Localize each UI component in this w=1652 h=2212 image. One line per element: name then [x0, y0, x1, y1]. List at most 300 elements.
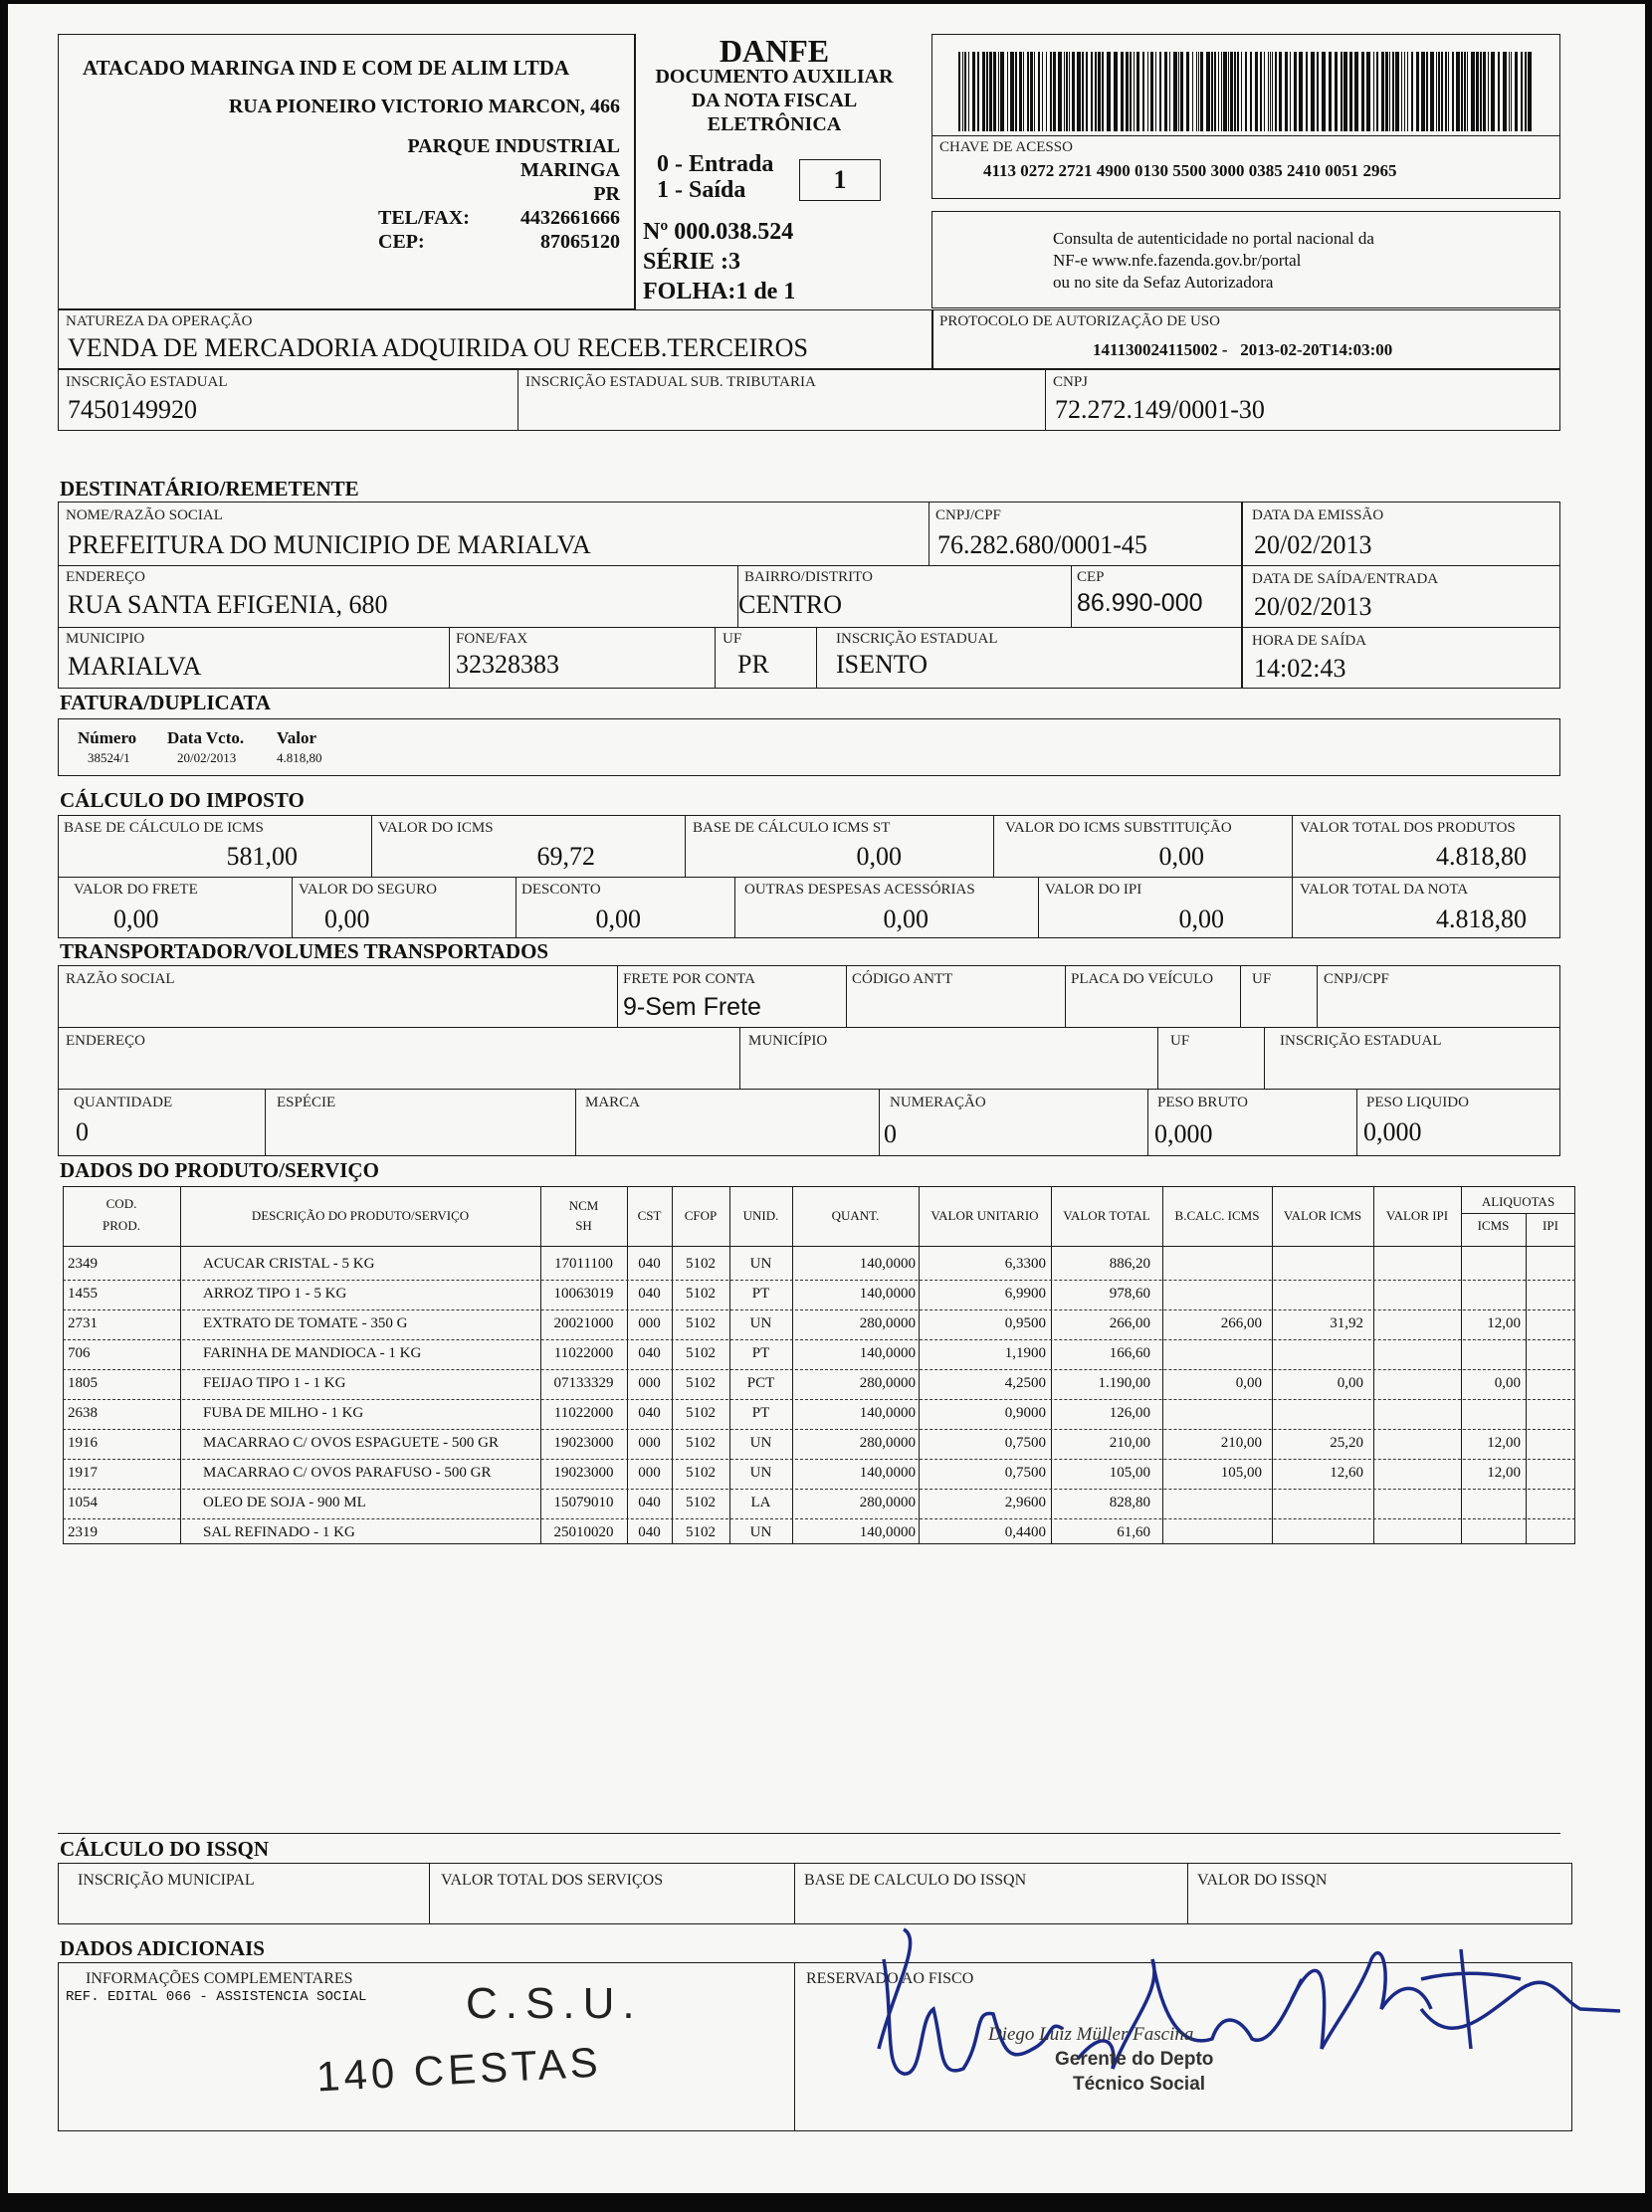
cell-quant: 140,0000 [859, 1286, 916, 1302]
row-divider [63, 1339, 1575, 1340]
barcode-bar [1027, 52, 1029, 131]
carrier-city-label: MUNICÍPIO [748, 1033, 828, 1049]
th-aliq: ALIQUOTAS [1481, 1194, 1555, 1209]
barcode-bar [1491, 52, 1495, 131]
cell-vicms: 25,20 [1330, 1435, 1363, 1451]
cnpj-value: 72.272.149/0001-30 [1055, 395, 1265, 424]
desconto-value: 0,00 [595, 905, 641, 933]
barcode-bar [972, 52, 975, 131]
cell-vtotal: 1.190,00 [1098, 1375, 1150, 1391]
cell-cfop: 5102 [686, 1435, 716, 1451]
consulta-line-2: NF-e www.nfe.fazenda.gov.br/portal [1053, 251, 1302, 270]
tax-section-title: CÁLCULO DO IMPOSTO [60, 788, 305, 812]
row-divider [63, 1459, 1575, 1460]
cell-cst: 000 [638, 1435, 661, 1451]
placa-label: PLACA DO VEÍCULO [1071, 971, 1214, 987]
barcode-bar [1279, 52, 1282, 131]
barcode-bar [1343, 52, 1347, 131]
barcode-bar [1335, 52, 1338, 131]
barcode-bar [1483, 52, 1486, 131]
cell-unid: PT [751, 1345, 770, 1361]
barcode-bar [1389, 52, 1390, 131]
cell-unid: PT [751, 1286, 770, 1302]
natureza-label: NATUREZA DA OPERAÇÃO [66, 313, 253, 329]
barcode-bar [1034, 52, 1035, 131]
ie-st-label: INSCRIÇÃO ESTADUAL SUB. TRIBUTARIA [525, 374, 816, 390]
recipient-name: PREFEITURA DO MUNICIPIO DE MARIALVA [68, 530, 591, 559]
ie-value: 7450149920 [68, 395, 197, 424]
barcode-bar [1416, 52, 1419, 131]
barcode-bar [1366, 52, 1370, 131]
row-divider [63, 1280, 1575, 1281]
barcode-bar [1467, 52, 1468, 131]
row-divider [63, 1399, 1575, 1400]
barcode-bar [1521, 52, 1523, 131]
cell-desc: FUBA DE MILHO - 1 KG [203, 1405, 364, 1421]
cell-cfop: 5102 [686, 1345, 716, 1361]
emitter-district: PARQUE INDUSTRIAL [407, 135, 620, 157]
cell-ncm: 11022000 [553, 1345, 614, 1361]
cell-cfop: 5102 [686, 1286, 716, 1302]
stamp-line-1: Diego Luiz Müller Fascina [988, 2024, 1194, 2045]
barcode-bar [1196, 52, 1197, 131]
th-sh: SH [575, 1218, 592, 1233]
barcode-bar [1395, 52, 1399, 131]
barcode-bar [1173, 52, 1177, 131]
barcode-bar [1306, 52, 1308, 131]
emitter-city: MARINGA [520, 159, 620, 181]
barcode-bar [1030, 52, 1033, 131]
cell-unid: UN [749, 1256, 772, 1272]
barcode-bar [1200, 52, 1203, 131]
carrier-uf-label: UF [1252, 971, 1272, 987]
ie-label: INSCRIÇÃO ESTADUAL [66, 374, 228, 390]
barcode-bar [1461, 52, 1463, 131]
barcode-bar [1000, 52, 1004, 131]
barcode-bar [1114, 52, 1118, 131]
cell-vtotal: 105,00 [1109, 1465, 1150, 1481]
peso-liq-value: 0,000 [1363, 1117, 1422, 1146]
cell-vtotal: 61,60 [1117, 1524, 1150, 1540]
cell-ncm: 19023000 [553, 1465, 614, 1481]
info-text: REF. EDITAL 066 - ASSISTENCIA SOCIAL [66, 1989, 367, 2005]
frete-value: 0,00 [113, 905, 159, 933]
recipient-name-label: NOME/RAZÃO SOCIAL [66, 507, 223, 523]
barcode-bar [1206, 52, 1210, 131]
barcode-bar [1471, 52, 1475, 131]
carrier-razao-label: RAZÃO SOCIAL [66, 971, 175, 987]
danfe-subtitle-1: DOCUMENTO AUXILIAR [655, 66, 894, 88]
barcode-bar [1488, 52, 1489, 131]
cell-vunit: 2,9600 [1004, 1495, 1046, 1510]
cell-cst: 000 [638, 1375, 661, 1391]
barcode-bar [1381, 52, 1384, 131]
issqn-vts-label: VALOR TOTAL DOS SERVIÇOS [441, 1872, 664, 1889]
cell-quant: 140,0000 [859, 1465, 916, 1481]
barcode-bar [1476, 52, 1479, 131]
especie-label: ESPÉCIE [277, 1095, 336, 1110]
barcode-bar [1448, 52, 1449, 131]
danfe-folha: FOLHA:1 de 1 [643, 279, 796, 304]
cell-ncm: 07133329 [553, 1375, 614, 1391]
recipient-uf-label: UF [723, 631, 742, 647]
qtd-value: 0 [76, 1117, 89, 1146]
danfe-numero: Nº 000.038.524 [643, 219, 794, 245]
cell-unid: UN [749, 1524, 772, 1540]
barcode-bar [1272, 52, 1273, 131]
th-unid: UNID. [742, 1208, 779, 1223]
cell-vunit: 6,9900 [1004, 1286, 1046, 1302]
cell-aicms: 12,00 [1487, 1435, 1521, 1451]
cell-cfop: 5102 [686, 1256, 716, 1272]
th-vicms: VALOR ICMS [1283, 1208, 1362, 1223]
handwritten-csu: C.S.U. [466, 1979, 643, 2028]
cell-cst: 040 [638, 1286, 661, 1302]
bc-st-value: 0,00 [856, 842, 902, 871]
barcode-bar [1164, 52, 1167, 131]
barcode-bar [1452, 52, 1454, 131]
cell-cfop: 5102 [686, 1375, 716, 1391]
info-label: INFORMAÇÕES COMPLEMENTARES [86, 1970, 353, 1987]
barcode-bar [964, 52, 966, 131]
cell-cst: 040 [638, 1524, 661, 1540]
barcode-bar [1445, 52, 1447, 131]
cell-cod: 1054 [68, 1495, 98, 1510]
barcode-bar [1221, 52, 1222, 131]
barcode-bar [1192, 52, 1193, 131]
barcode-bar [1237, 52, 1239, 131]
barcode-bar [1456, 52, 1460, 131]
barcode-bar [1290, 52, 1291, 131]
cell-cfop: 5102 [686, 1315, 716, 1331]
barcode-bar [1098, 52, 1101, 131]
cell-unid: PT [751, 1405, 770, 1421]
protocolo-value: 141130024115002 - 2013-02-20T14:03:00 [1093, 340, 1393, 359]
th-vunit: VALOR UNITARIO [930, 1208, 1039, 1223]
emissao-label: DATA DA EMISSÃO [1252, 507, 1384, 523]
barcode-bar [958, 52, 960, 131]
barcode-bar [1498, 52, 1500, 131]
transport-section-title: TRANSPORTADOR/VOLUMES TRANSPORTADOS [60, 939, 549, 963]
barcode-bar [1102, 52, 1104, 131]
barcode-bar [1082, 52, 1084, 131]
barcode-bar [1147, 52, 1148, 131]
barcode-bar [1050, 52, 1052, 131]
cell-unid: PCT [746, 1375, 775, 1391]
cell-cod: 2319 [68, 1524, 98, 1540]
consulta-line-3: ou no site da Sefaz Autorizadora [1053, 273, 1274, 292]
barcode-bar [962, 52, 963, 131]
cell-ncm: 11022000 [553, 1405, 614, 1421]
barcode-bar [1142, 52, 1144, 131]
cell-vunit: 0,4400 [1004, 1524, 1046, 1540]
barcode-bar [1234, 52, 1236, 131]
icms-st-label: VALOR DO ICMS SUBSTITUIÇÃO [1005, 820, 1232, 836]
cell-cfop: 5102 [686, 1465, 716, 1481]
protocolo-label: PROTOCOLO DE AUTORIZAÇÃO DE USO [939, 313, 1220, 329]
danfe-subtitle-3: ELETRÔNICA [707, 113, 842, 135]
barcode-bar [1042, 52, 1043, 131]
barcode-bar [989, 52, 992, 131]
numeracao-value: 0 [884, 1119, 897, 1148]
cell-quant: 140,0000 [859, 1345, 916, 1361]
barcode-bar [1270, 52, 1271, 131]
barcode-bar [1069, 52, 1070, 131]
recipient-cnpj-label: CNPJ/CPF [935, 507, 1001, 523]
natureza-value: VENDA DE MERCADORIA ADQUIRIDA OU RECEB.TERCEIROS [68, 333, 808, 362]
recipient-phone-label: FONE/FAX [456, 631, 528, 647]
cell-quant: 140,0000 [859, 1405, 916, 1421]
recipient-ie-label: INSCRIÇÃO ESTADUAL [836, 631, 998, 647]
icms-label: VALOR DO ICMS [378, 820, 494, 836]
issqn-section-title: CÁLCULO DO ISSQN [60, 1837, 270, 1861]
barcode-bar [1169, 52, 1170, 131]
emitter-name: ATACADO MARINGA IND E COM DE ALIM LTDA [83, 56, 570, 80]
barcode-bar [1329, 52, 1332, 131]
barcode-bar [1046, 52, 1047, 131]
cell-cst: 040 [638, 1345, 661, 1361]
barcode-bar [1126, 52, 1129, 131]
barcode-bar [1228, 52, 1229, 131]
icms-value: 69,72 [536, 842, 595, 871]
barcode-bar [1245, 52, 1247, 131]
barcode-bar [1404, 52, 1405, 131]
invoice-numero-label: Número [78, 728, 137, 747]
cell-quant: 280,0000 [859, 1435, 916, 1451]
cell-cst: 040 [638, 1405, 661, 1421]
cell-unid: UN [749, 1315, 772, 1331]
barcode-bar [1121, 52, 1124, 131]
cell-vicms: 31,92 [1330, 1315, 1363, 1331]
th-ncm: NCM [568, 1198, 599, 1213]
barcode-bar [1019, 52, 1022, 131]
cell-aicms: 12,00 [1487, 1465, 1521, 1481]
barcode-bar [1436, 52, 1437, 131]
danfe-document [8, 4, 1645, 2193]
products-table [63, 1186, 1575, 1544]
cell-cst: 000 [638, 1465, 661, 1481]
cell-vtotal: 166,60 [1109, 1345, 1150, 1361]
emitter-state: PR [593, 183, 620, 205]
recipient-city: MARIALVA [68, 652, 202, 681]
barcode-bar [1130, 52, 1132, 131]
cell-vunit: 0,7500 [1004, 1465, 1046, 1481]
cell-ncm: 10063019 [553, 1286, 614, 1302]
invoice-vcto: 20/02/2013 [177, 750, 237, 765]
cell-ncm: 25010020 [553, 1524, 614, 1540]
recipient-bairro: CENTRO [738, 590, 842, 619]
cell-cfop: 5102 [686, 1405, 716, 1421]
barcode-bar [1255, 52, 1258, 131]
row-divider [63, 1518, 1575, 1519]
emitter-cep-label: CEP: [378, 231, 425, 253]
frete-conta-value: 9-Sem Frete [623, 993, 761, 1021]
barcode-bar [1421, 52, 1425, 131]
cell-vunit: 6,3300 [1004, 1256, 1046, 1272]
cell-vicms: 0,00 [1337, 1375, 1363, 1391]
stamp-line-2: Gerente do Depto [1055, 2049, 1214, 2070]
cell-vunit: 0,7500 [1004, 1435, 1046, 1451]
numeracao-label: NUMERAÇÃO [890, 1095, 986, 1110]
barcode-bar [1038, 52, 1040, 131]
total-prod-value: 4.818,80 [1436, 842, 1527, 871]
cell-vtotal: 886,20 [1109, 1256, 1150, 1272]
cell-quant: 280,0000 [859, 1495, 916, 1510]
ipi-value: 0,00 [1178, 905, 1224, 933]
handwritten-cestas: 140 CESTAS [314, 2038, 603, 2101]
cell-vunit: 1,1900 [1004, 1345, 1046, 1361]
cell-vtotal: 978,60 [1109, 1286, 1150, 1302]
issqn-im-label: INSCRIÇÃO MUNICIPAL [78, 1872, 255, 1889]
frete-conta-label: FRETE POR CONTA [623, 971, 755, 987]
barcode-bar [1198, 52, 1199, 131]
saida-label: DATA DE SAÍDA/ENTRADA [1252, 571, 1439, 587]
recipient-section-title: DESTINATÁRIO/REMETENTE [60, 477, 359, 501]
barcode-bar [1294, 52, 1297, 131]
peso-liq-label: PESO LIQUIDO [1366, 1095, 1469, 1110]
barcode-bar [1401, 52, 1402, 131]
cell-cst: 040 [638, 1256, 661, 1272]
cell-desc: SAL REFINADO - 1 KG [203, 1524, 355, 1540]
barcode-bar [1430, 52, 1434, 131]
recipient-uf: PR [737, 650, 769, 679]
cell-desc: EXTRATO DE TOMATE - 350 G [203, 1315, 408, 1331]
barcode-bar [1480, 52, 1482, 131]
cell-aicms: 0,00 [1494, 1375, 1521, 1391]
desconto-label: DESCONTO [521, 882, 601, 898]
barcode-bar [1426, 52, 1428, 131]
barcode-bar [1064, 52, 1065, 131]
fisco-label: RESERVADO AO FISCO [806, 1970, 974, 1987]
barcode-bar [1058, 52, 1062, 131]
barcode-bar [1010, 52, 1014, 131]
th-quant: QUANT. [831, 1208, 880, 1223]
barcode-bar [1066, 52, 1068, 131]
bc-icms-value: 581,00 [226, 842, 298, 871]
recipient-phone: 32328383 [456, 650, 559, 679]
cell-cod: 1916 [68, 1435, 98, 1451]
barcode-bar [1186, 52, 1189, 131]
products-section-title: DADOS DO PRODUTO/SERVIÇO [60, 1158, 379, 1182]
invoice-vcto-label: Data Vcto. [167, 728, 245, 747]
cell-vunit: 0,9500 [1004, 1315, 1046, 1331]
barcode-bar [1180, 52, 1183, 131]
saida-value: 20/02/2013 [1254, 592, 1372, 621]
recipient-cep-label: CEP [1077, 569, 1105, 585]
barcode-bar [1385, 52, 1388, 131]
cell-unid: LA [750, 1495, 771, 1510]
cell-bcalc: 105,00 [1220, 1465, 1262, 1481]
cell-desc: FEIJAO TIPO 1 - 1 KG [203, 1375, 346, 1391]
bc-st-label: BASE DE CÁLCULO ICMS ST [693, 820, 891, 836]
barcode-bar [1285, 52, 1288, 131]
carrier-address-label: ENDEREÇO [66, 1033, 145, 1049]
barcode-bar [1015, 52, 1017, 131]
recipient-bairro-label: BAIRRO/DISTRITO [744, 569, 873, 585]
barcode-bar [1086, 52, 1088, 131]
recipient-city-label: MUNICIPIO [66, 631, 145, 647]
total-prod-label: VALOR TOTAL DOS PRODUTOS [1300, 820, 1516, 836]
cell-quant: 140,0000 [859, 1524, 916, 1540]
barcode-bar [1007, 52, 1008, 131]
barcode-bar [1095, 52, 1097, 131]
barcode-bar [1107, 52, 1111, 131]
barcode-bar [1361, 52, 1364, 131]
emitter-tel: 4432661666 [520, 207, 620, 229]
barcode-bar [1438, 52, 1440, 131]
cell-quant: 140,0000 [859, 1256, 916, 1272]
cell-cod: 706 [68, 1345, 91, 1361]
cell-vicms: 12,60 [1330, 1465, 1363, 1481]
barcode-bar [1091, 52, 1093, 131]
barcode-bar [1260, 52, 1262, 131]
frete-label: VALOR DO FRETE [74, 882, 198, 898]
barcode-bar [1464, 52, 1466, 131]
cell-cod: 2638 [68, 1405, 98, 1421]
th-prod: PROD. [103, 1218, 140, 1233]
invoice-valor-label: Valor [277, 728, 316, 747]
danfe-title: DANFE [719, 33, 830, 69]
th-desc: DESCRIÇÃO DO PRODUTO/SERVIÇO [251, 1208, 470, 1223]
th-aicms: ICMS [1477, 1218, 1510, 1233]
cell-ncm: 19023000 [553, 1435, 614, 1451]
cell-quant: 280,0000 [859, 1315, 916, 1331]
row-divider [63, 1489, 1575, 1490]
barcode-bar [1178, 52, 1179, 131]
outras-label: OUTRAS DESPESAS ACESSÓRIAS [744, 882, 975, 898]
cell-quant: 280,0000 [859, 1375, 916, 1391]
barcode-bar [1392, 52, 1394, 131]
icms-st-value: 0,00 [1158, 842, 1204, 871]
row-divider [63, 1369, 1575, 1370]
danfe-saida: 1 - Saída [657, 177, 746, 203]
barcode-bar [993, 52, 996, 131]
cell-desc: FARINHA DE MANDIOCA - 1 KG [203, 1345, 422, 1361]
barcode-bar [1411, 52, 1413, 131]
seguro-value: 0,00 [324, 905, 370, 933]
danfe-entrada: 0 - Entrada [657, 151, 774, 177]
barcode-bar [1136, 52, 1139, 131]
recipient-cep: 86.990-000 [1077, 589, 1203, 617]
barcode-bar [968, 52, 969, 131]
antt-label: CÓDIGO ANTT [852, 971, 953, 987]
th-cod: COD. [105, 1196, 137, 1211]
barcode-bar [977, 52, 979, 131]
cell-cod: 2349 [68, 1256, 98, 1272]
carrier-uf2-label: UF [1170, 1033, 1190, 1049]
access-key: 4113 0272 2721 4900 0130 5500 3000 0385 2410 0051 2965 [983, 161, 1397, 180]
cell-desc: MACARRAO C/ OVOS ESPAGUETE - 500 GR [203, 1435, 499, 1451]
cell-desc: ARROZ TIPO 1 - 5 KG [203, 1286, 347, 1302]
barcode-bar [998, 52, 999, 131]
barcode-bar [986, 52, 988, 131]
carrier-ie-label: INSCRIÇÃO ESTADUAL [1280, 1033, 1442, 1049]
cell-cst: 040 [638, 1495, 661, 1510]
cell-unid: UN [749, 1435, 772, 1451]
cell-bcalc: 210,00 [1220, 1435, 1262, 1451]
cell-ncm: 20021000 [553, 1315, 614, 1331]
barcode-bar [1072, 52, 1075, 131]
barcode-bar [1214, 52, 1216, 131]
total-nota-label: VALOR TOTAL DA NOTA [1300, 882, 1469, 898]
cell-vtotal: 126,00 [1109, 1405, 1150, 1421]
cell-vtotal: 266,00 [1109, 1315, 1150, 1331]
emitter-tel-label: TEL/FAX: [378, 207, 470, 229]
cell-cod: 1455 [68, 1286, 98, 1302]
barcode-bar [1150, 52, 1153, 131]
cell-ncm: 15079010 [553, 1495, 614, 1510]
row-divider [63, 1429, 1575, 1430]
